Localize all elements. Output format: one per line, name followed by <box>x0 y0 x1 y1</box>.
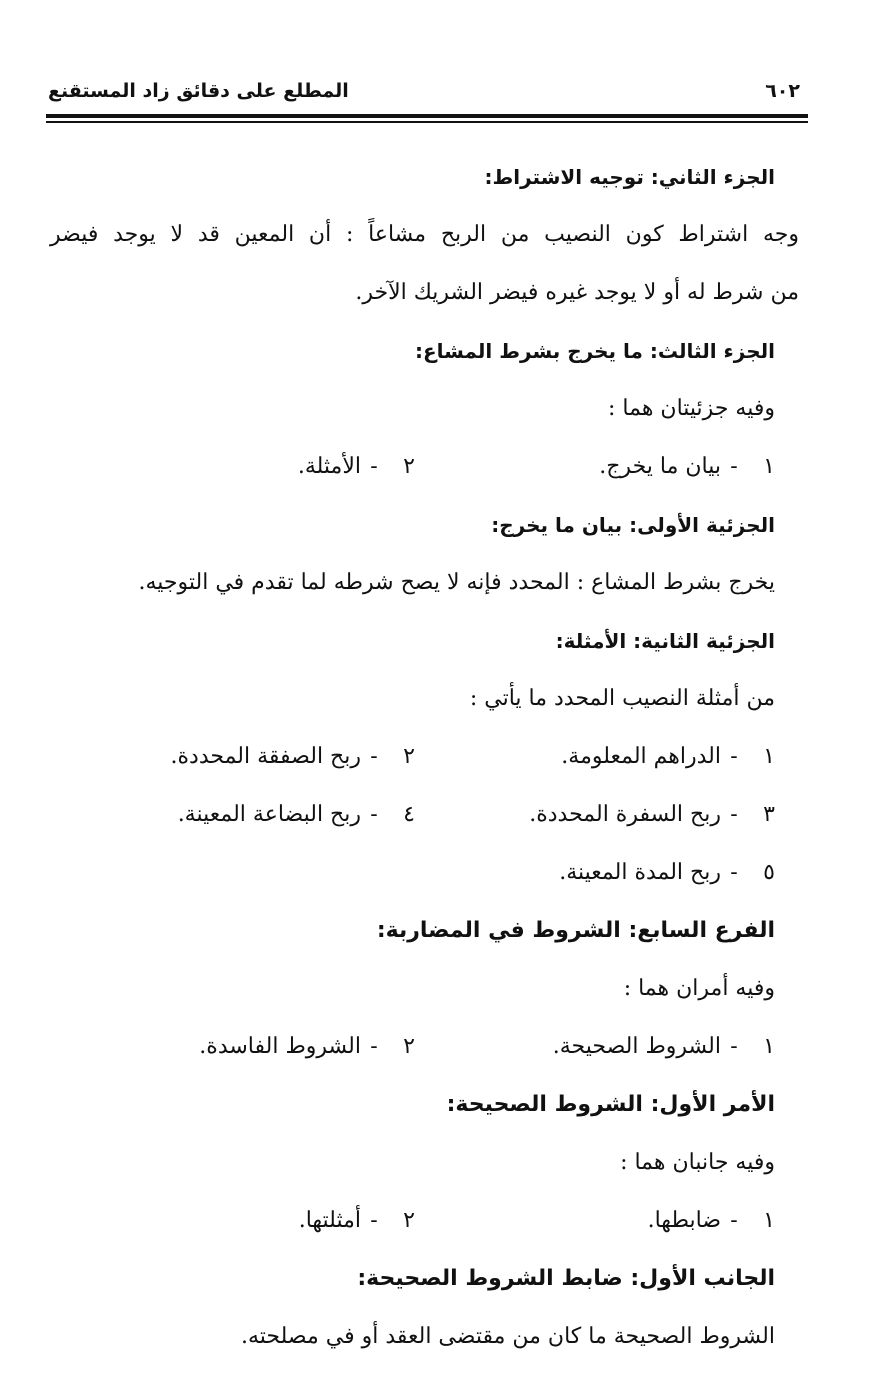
list-item: ١-بيان ما يخرج. <box>599 454 775 479</box>
list-item: ٢-أمثلتها. <box>298 1208 415 1233</box>
part2-heading: الجزء الثاني: توجيه الاشتراط: <box>484 165 775 189</box>
list-item: ٣-ربح السفرة المحددة. <box>529 802 775 827</box>
sub2-list-row-2 <box>50 786 775 844</box>
list-item: ١-الشروط الصحيحة. <box>552 1034 775 1059</box>
part3-list-row <box>50 438 775 496</box>
list-item: ٢-ربح الصفقة المحددة. <box>170 744 415 769</box>
part2-text-line2: من شرط له أو لا يوجد غيره فيضر الشريك الآخر. <box>355 280 799 305</box>
matter1-intro: وفيه جانبان هما : <box>620 1150 775 1175</box>
sub2-intro: من أمثلة النصيب المحدد ما يأتي : <box>469 686 775 711</box>
book-title: المطلع على دقائق زاد المستقنع <box>48 80 349 102</box>
list-item: ١-الدراهم المعلومة. <box>561 744 775 769</box>
sub2-list-row-1 <box>50 728 775 786</box>
side1-text: الشروط الصحيحة ما كان من مقتضى العقد أو في مصلحته. <box>240 1324 775 1349</box>
header-rule-thin <box>46 121 808 123</box>
branch7-heading: الفرع السابع: الشروط في المضاربة: <box>376 918 775 943</box>
list-item: ٥-ربح المدة المعينة. <box>559 860 775 885</box>
matter1-list-row <box>50 1192 775 1250</box>
page-body <box>50 148 799 1366</box>
header-rule-thick <box>46 114 808 118</box>
side1-heading: الجانب الأول: ضابط الشروط الصحيحة: <box>357 1266 775 1291</box>
list-item: ١-ضابطها. <box>647 1208 775 1233</box>
part2-text-line1: وجه اشتراط كون النصيب من الربح مشاعاً : أن المعين قد لا يوجد فيضر <box>50 222 799 247</box>
branch7-intro: وفيه أمران هما : <box>623 976 775 1001</box>
sub2-list-row-3 <box>50 844 775 902</box>
sub1-text: يخرج بشرط المشاع : المحدد فإنه لا يصح شرطه لما تقدم في التوجيه. <box>138 570 775 595</box>
page-number: ٦٠٢ <box>765 80 800 102</box>
sub1-heading: الجزئية الأولى: بيان ما يخرج: <box>491 513 775 537</box>
part3-heading: الجزء الثالث: ما يخرج بشرط المشاع: <box>414 339 775 363</box>
list-item: ٢-الأمثلة. <box>297 454 415 479</box>
part3-intro: وفيه جزئيتان هما : <box>608 396 775 421</box>
sub2-heading: الجزئية الثانية: الأمثلة: <box>555 629 775 653</box>
list-item: ٢-الشروط الفاسدة. <box>199 1034 415 1059</box>
branch7-list-row <box>50 1018 775 1076</box>
running-header <box>48 78 810 110</box>
matter1-heading: الأمر الأول: الشروط الصحيحة: <box>446 1092 775 1117</box>
list-item: ٤-ربح البضاعة المعينة. <box>177 802 415 827</box>
